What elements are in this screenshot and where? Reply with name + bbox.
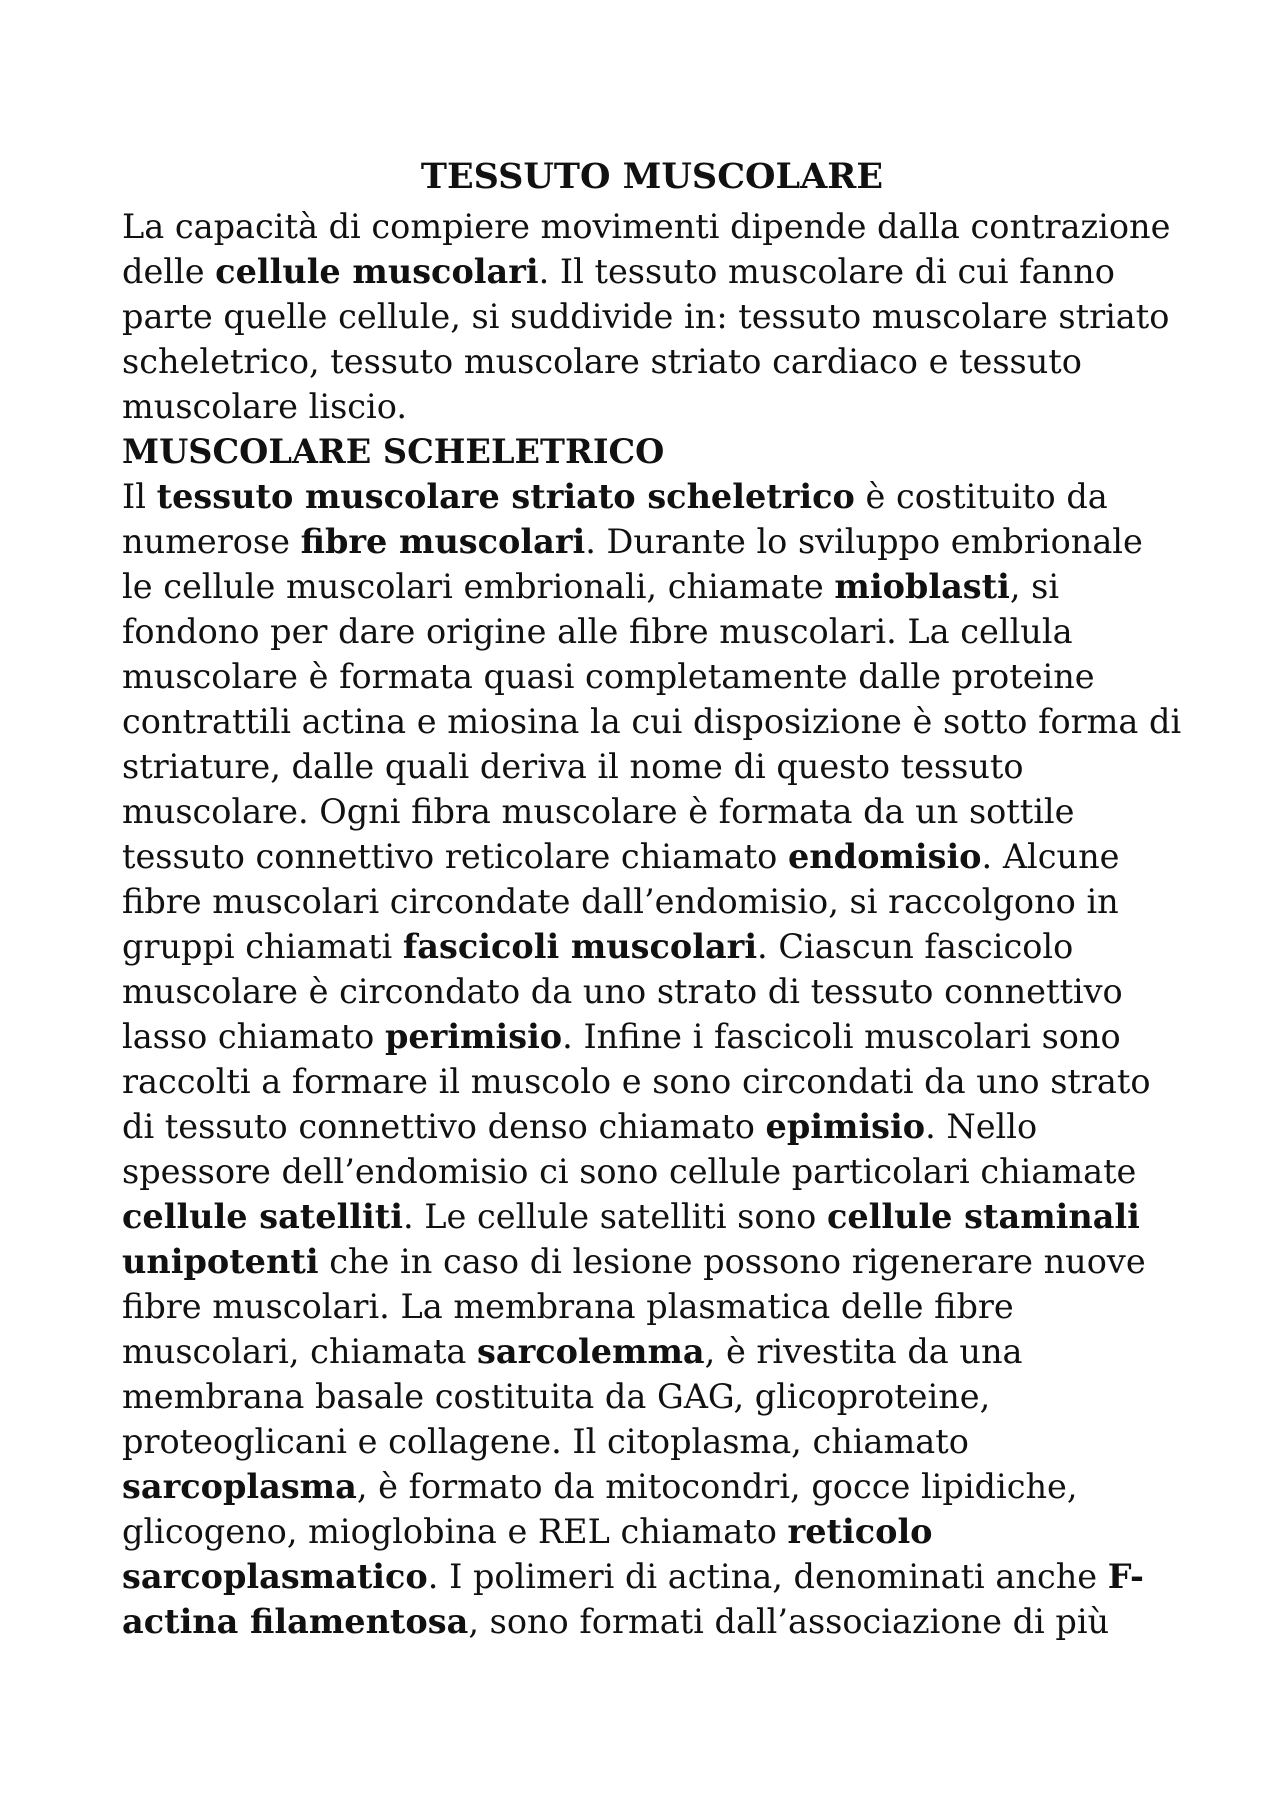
bold-term: fascicoli muscolari xyxy=(402,927,758,966)
text-run: , si fondono per dare origine alle fibre muscolari. La cellula muscolare è formata quasi completamente dalle proteine contrattili actina e miosina la cui disposizione è sotto forma di striature, dalle quali deriva il nome di questo tessuto muscolare. Ogni fibra muscolare è formata da un sottile tessuto connettivo reticolare chiamato xyxy=(122,567,1182,876)
body-paragraph xyxy=(122,474,1182,1644)
text-run: , sono formati dall’associazione di più xyxy=(468,1602,1110,1641)
text-run: , è rivestita da una membrana basale costituita da GAG, glicoproteine, proteoglicani e collagene. Il citoplasma, chiamato xyxy=(122,1332,1023,1461)
text-run: . Alcune fibre muscolari circondate dall’endomisio, si raccolgono in gruppi chiamati xyxy=(122,837,1120,966)
bold-term: mioblasti xyxy=(834,567,1010,606)
text-run: . I polimeri di actina, denominati anche xyxy=(427,1557,1108,1596)
text-run: è costituito da numerose xyxy=(122,477,1108,561)
text-run: . Il tessuto muscolare di cui fanno parte quelle cellule, si suddivide in: tessuto muscolare striato scheletrico, tessuto muscolare striato cardiaco e tessuto muscolare liscio. xyxy=(122,252,1170,426)
text-run: . Le cellule satelliti sono xyxy=(402,1197,827,1236)
bold-term: fibre muscolari xyxy=(300,522,586,561)
text-run: . Ciascun fascicolo muscolare è circondato da uno strato di tessuto connettivo lasso chiamato xyxy=(122,927,1123,1056)
bold-term: F-actina filamentosa xyxy=(122,1557,1144,1641)
text-run: . Durante lo sviluppo embrionale le cellule muscolari embrionali, chiamate xyxy=(122,522,1143,606)
bold-term: cellule staminali unipotenti xyxy=(122,1197,1140,1281)
document-page xyxy=(122,150,1182,1644)
text-run: che in caso di lesione possono rigenerare nuove fibre muscolari. La membrana plasmatica delle fibre muscolari, chiamata xyxy=(122,1242,1146,1371)
bold-term: cellule muscolari xyxy=(215,252,539,291)
bold-term: reticolo sarcoplasmatico xyxy=(122,1512,933,1596)
section-heading: MUSCOLARE SCHELETRICO xyxy=(122,432,665,471)
bold-term: endomisio xyxy=(787,837,982,876)
bold-term: sarcoplasma xyxy=(122,1467,357,1506)
bold-term: sarcolemma xyxy=(477,1332,705,1371)
bold-term: epimisio xyxy=(765,1107,926,1146)
bold-term: tessuto muscolare striato scheletrico xyxy=(156,477,855,516)
text-run: . Infine i fascicoli muscolari sono raccolti a formare il muscolo e sono circondati da uno strato di tessuto connettivo denso chiamato xyxy=(122,1017,1151,1146)
bold-term: perimisio xyxy=(384,1017,563,1056)
bold-term: cellule satelliti xyxy=(122,1197,403,1236)
text-run: . Nello spessore dell’endomisio ci sono cellule particolari chiamate xyxy=(122,1107,1137,1191)
text-run: , è formato da mitocondri, gocce lipidiche, glicogeno, mioglobina e REL chiamato xyxy=(122,1467,1078,1551)
document-title: TESSUTO MUSCOLARE xyxy=(420,156,884,197)
text-run: Il xyxy=(122,477,157,516)
text-run: La capacità di compiere movimenti dipende dalla contrazione delle xyxy=(122,207,1171,291)
intro-paragraph xyxy=(122,204,1182,429)
